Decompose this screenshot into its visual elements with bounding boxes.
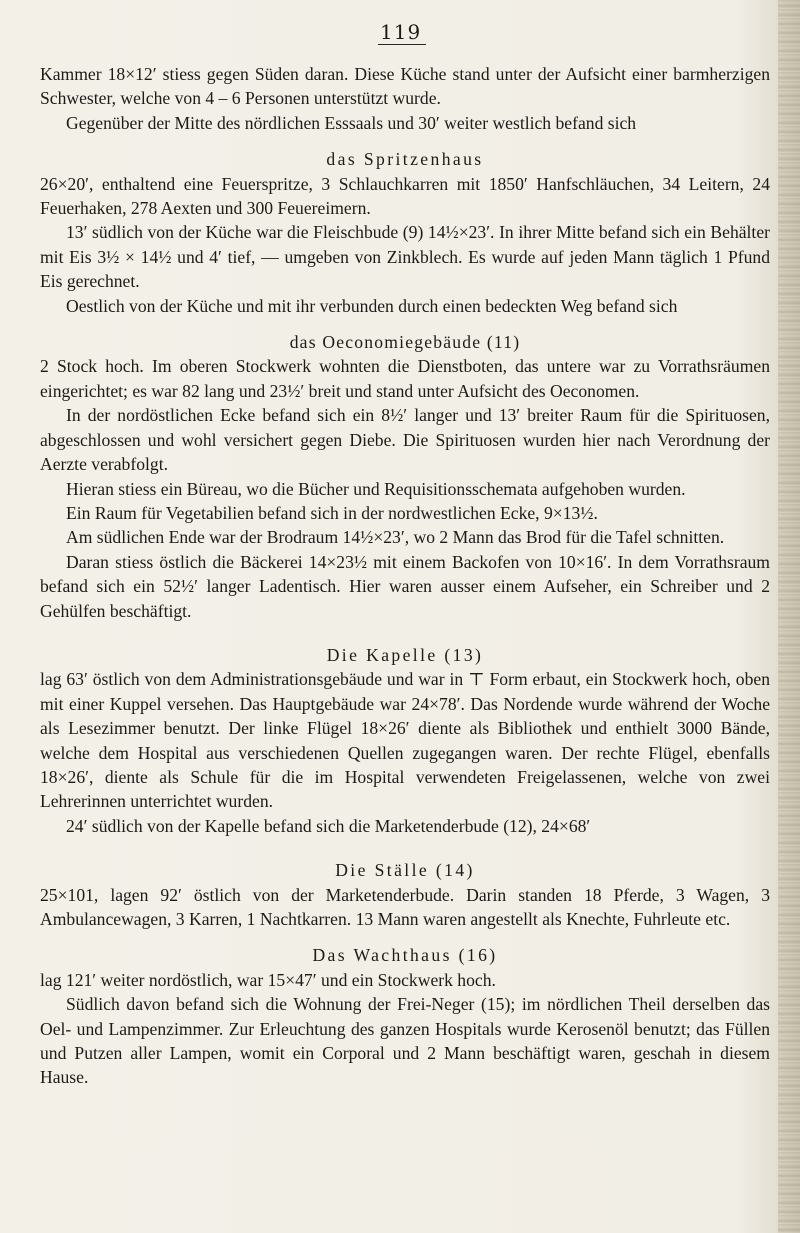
- paragraph-opposite-dining-hall: Gegenüber der Mitte des nördlichen Esssaals und 30′ weiter westlich befand sich: [66, 112, 637, 133]
- paragraph-butcher-shop: 13′ südlich von der Küche war die Fleischbude (9) 14½×23′. In ihrer Mitte befand sich ein Behälter mit Eis 3½ × 14½ und 4′ tief, — umgeben von Zinkblech. Es wurde auf jeden Mann täglich 1 Pfund Eis gerechnet.: [40, 222, 770, 292]
- book-spine-edge: [778, 0, 800, 1233]
- page-number-underline: [378, 44, 426, 45]
- paragraph-chapel: lag 63′ östlich von dem Administrationsgebäude und war in ⊤ Form erbaut, ein Stockwerk hoch, oben mit einer Kuppel versehen. Das Hauptgebäude war 24×78′. Das Nordende wurde während der Woche als Lesezimmer benutzt. Der linke Flügel 18×26′ diente als Bibliothek und enthielt 3000 Bände, welche dem Hospital aus verschiedenen Quellen zugegangen waren. Der rechte Flügel, ebenfalls 18×26′, diente als Schule für die im Hospital verwendeten Freigelassenen, welche von zwei Lehrerinnen unterrichtet wurden.: [40, 669, 770, 812]
- heading-spritzenhaus: das Spritzenhaus: [326, 149, 484, 170]
- heading-kapelle: Die Kapelle (13): [326, 644, 484, 665]
- paragraph-freedmen-quarters: Südlich davon befand sich die Wohnung der Frei-Neger (15); im nördlichen Theil derselben das Oel- und Lampenzimmer. Zur Erleuchtung des ganzen Hospitals wurde Kerosenöl benutzt; das Füllen und Putzen aller Lampen, womit ein Corporal und 2 Mann beschäftigt waren, geschah in diesem Hause.: [40, 994, 770, 1088]
- paragraph-vegetables-room: Ein Raum für Vegetabilien befand sich in der nordwestlichen Ecke, 9×13½.: [66, 502, 598, 523]
- paragraph-sutler-shop: 24′ südlich von der Kapelle befand sich die Marketenderbude (12), 24×68′: [66, 815, 591, 836]
- paragraph-covered-way: Oestlich von der Küche und mit ihr verbunden durch einen bedeckten Weg befand sich: [66, 295, 678, 316]
- paragraph-bakery: Daran stiess östlich die Bäckerei 14×23½ mit einem Backofen von 10×16′. In dem Vorrathsraum befand sich ein 52½′ langer Ladentisch. Hier waren ausser einem Aufseher, ein Schreiber und 2 Gehülfen beschäftigt.: [40, 551, 770, 621]
- paragraph-guardhouse: lag 121′ weiter nordöstlich, war 15×47′ und ein Stockwerk hoch.: [40, 969, 496, 990]
- paragraph-fire-equipment: 26×20′, enthaltend eine Feuerspritze, 3 Schlauchkarren mit 1850′ Hanfschläuchen, 34 Leitern, 24 Feuerhaken, 278 Aexten und 300 Feuereimern.: [40, 173, 770, 219]
- paragraph-spirits-room: In der nordöstlichen Ecke befand sich ein 8½′ langer und 13′ breiter Raum für die Spirituosen, abgeschlossen und wohl versichert gegen Diebe. Die Spirituosen wurden hier nach Verordnung der Aerzte verabfolgt.: [40, 405, 770, 475]
- heading-wachthaus: Das Wachthaus (16): [312, 945, 498, 966]
- paragraph-bureau: Hieran stiess ein Büreau, wo die Bücher und Requisitionsschemata aufgehoben wurden.: [66, 478, 686, 499]
- paragraph-kitchen-chamber: Kammer 18×12′ stiess gegen Süden daran. Diese Küche stand unter der Aufsicht einer barmherzigen Schwester, welche von 4 – 6 Personen unterstützt wurde.: [40, 64, 770, 109]
- paragraph-two-stories: 2 Stock hoch. Im oberen Stockwerk wohnten die Dienstboten, das untere war zu Vorrathsräumen eingerichtet; es war 82 lang und 23½′ breit und stand unter Aufsicht des Oeconomen.: [40, 356, 770, 401]
- body-text: [40, 62, 770, 1090]
- heading-staelle: Die Ställe (14): [335, 860, 475, 881]
- paragraph-stables: 25×101, lagen 92′ östlich von der Marketenderbude. Darin standen 18 Pferde, 3 Wagen, 3 Ambulancewagen, 3 Karren, 1 Nachtkarren. 13 Mann waren angestellt als Knechte, Fuhrleute etc.: [40, 884, 770, 929]
- paragraph-bread-room: Am südlichen Ende war der Brodraum 14½×23′, wo 2 Mann das Brod für die Tafel schnitten.: [66, 527, 725, 548]
- page-number: 119: [380, 20, 422, 44]
- heading-oeconomiegebaeude: das Oeconomiegebäude (11): [289, 332, 521, 353]
